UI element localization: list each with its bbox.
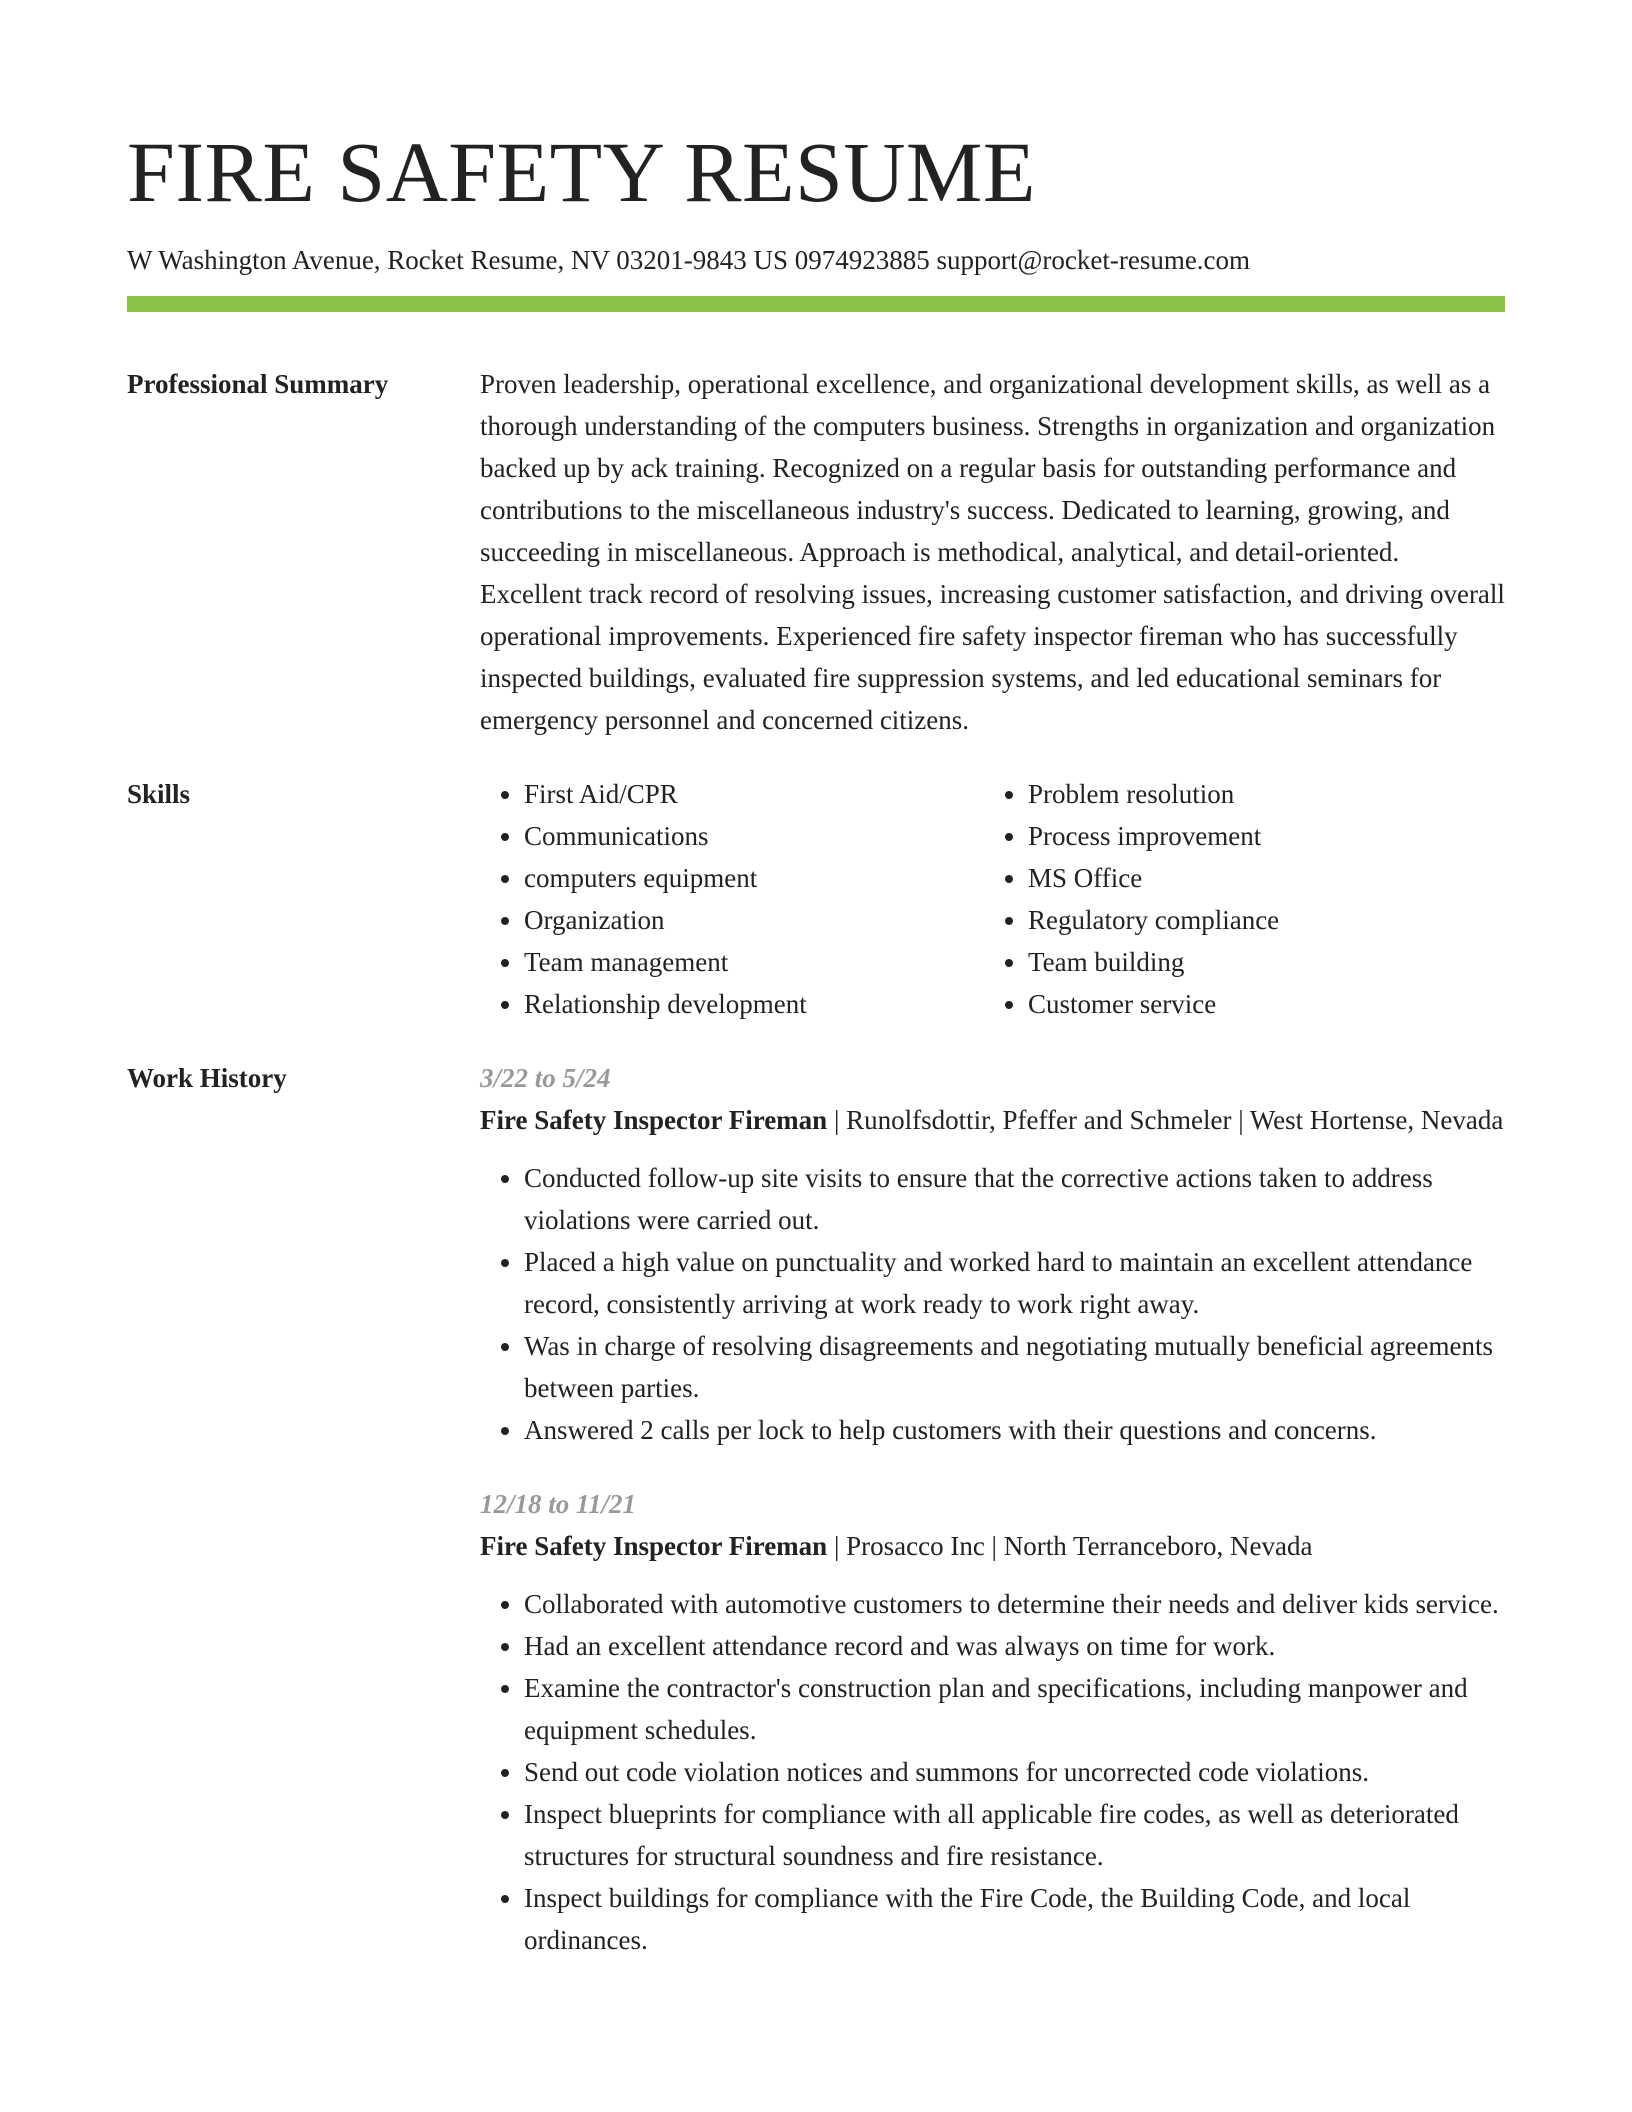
work-history-heading: Work History — [127, 1063, 287, 1093]
skills-heading: Skills — [127, 779, 191, 809]
skill-item: • MS Office — [1028, 857, 1488, 899]
skill-item: • Organization — [524, 899, 984, 941]
skills-column-2 — [984, 773, 1488, 1025]
job-bullet: • Answered 2 calls per lock to help customers with their questions and concerns. — [524, 1409, 1505, 1451]
accent-divider — [127, 296, 1505, 312]
summary-heading: Professional Summary — [127, 369, 389, 399]
skill-item: • Communications — [524, 815, 984, 857]
resume-page — [127, 0, 1505, 1961]
job-header — [480, 1525, 1505, 1567]
job-bullet: • Inspect blueprints for compliance with all applicable fire codes, as well as deteriorated structures for structural soundness and fire resistance. — [524, 1793, 1505, 1877]
job-bullet: • Send out code violation notices and summons for uncorrected code violations. — [524, 1751, 1505, 1793]
job-bullet: • Inspect buildings for compliance with the Fire Code, the Building Code, and local ordinances. — [524, 1877, 1505, 1961]
job-details: | Prosacco Inc | North Terranceboro, Nevada — [827, 1531, 1313, 1561]
skill-item: • Relationship development — [524, 983, 984, 1025]
skill-item: • Team management — [524, 941, 984, 983]
job-bullets — [480, 1157, 1505, 1451]
job-entry — [480, 1057, 1505, 1451]
contact-line: W Washington Avenue, Rocket Resume, NV 03201-9843 US 0974923885 support@rocket-resume.com — [127, 245, 1251, 275]
skill-item: • Customer service — [1028, 983, 1488, 1025]
skill-item: • computers equipment — [524, 857, 984, 899]
job-details: | Runolfsdottir, Pfeffer and Schmeler | West Hortense, Nevada — [827, 1105, 1504, 1135]
resume-title: FIRE SAFETY RESUME — [127, 124, 1036, 220]
work-history-body — [480, 1057, 1505, 1961]
skill-item: • Problem resolution — [1028, 773, 1488, 815]
job-bullet: • Had an excellent attendance record and was always on time for work. — [524, 1625, 1505, 1667]
skills-section — [127, 773, 1505, 1025]
job-bullet: • Was in charge of resolving disagreements and negotiating mutually beneficial agreements between parties. — [524, 1325, 1505, 1409]
skill-item: • Team building — [1028, 941, 1488, 983]
job-title: Fire Safety Inspector Fireman — [480, 1105, 828, 1135]
skill-item: • Process improvement — [1028, 815, 1488, 857]
work-history-section — [127, 1057, 1505, 1961]
job-header — [480, 1099, 1505, 1141]
job-bullet: • Placed a high value on punctuality and worked hard to maintain an excellent attendance record, consistently arriving at work ready to work right away. — [524, 1241, 1505, 1325]
skill-item: • Regulatory compliance — [1028, 899, 1488, 941]
job-bullet: • Examine the contractor's construction plan and specifications, including manpower and equipment schedules. — [524, 1667, 1505, 1751]
summary-body — [480, 363, 1505, 741]
summary-section — [127, 363, 1505, 741]
job-title: Fire Safety Inspector Fireman — [480, 1531, 828, 1561]
job-bullet: • Conducted follow-up site visits to ensure that the corrective actions taken to address violations were carried out. — [524, 1157, 1505, 1241]
job-bullets — [480, 1583, 1505, 1961]
job-entry — [480, 1483, 1505, 1961]
job-dates: 3/22 to 5/24 — [480, 1063, 611, 1093]
skills-column-1 — [480, 773, 984, 1025]
job-dates: 12/18 to 11/21 — [480, 1489, 637, 1519]
job-bullet: • Collaborated with automotive customers to determine their needs and deliver kids service. — [524, 1583, 1505, 1625]
skills-grid — [480, 773, 1505, 1025]
skill-item: • First Aid/CPR — [524, 773, 984, 815]
summary-text: Proven leadership, operational excellence, and organizational development skills, as well as a thorough understanding of the computers business. Strengths in organization and organization backed up by ack training. Recognized on a regular basis for outstanding performance and contributions to the miscellaneous industry's success. Dedicated to learning, growing, and succeeding in miscellaneous. Approach is methodical, analytical, and detail-oriented. Excellent track record of resolving issues, increasing customer satisfaction, and driving overall operational improvements. Experienced fire safety inspector fireman who has successfully inspected buildings, evaluated fire suppression systems, and led educational seminars for emergency personnel and concerned citizens. — [480, 369, 1505, 735]
